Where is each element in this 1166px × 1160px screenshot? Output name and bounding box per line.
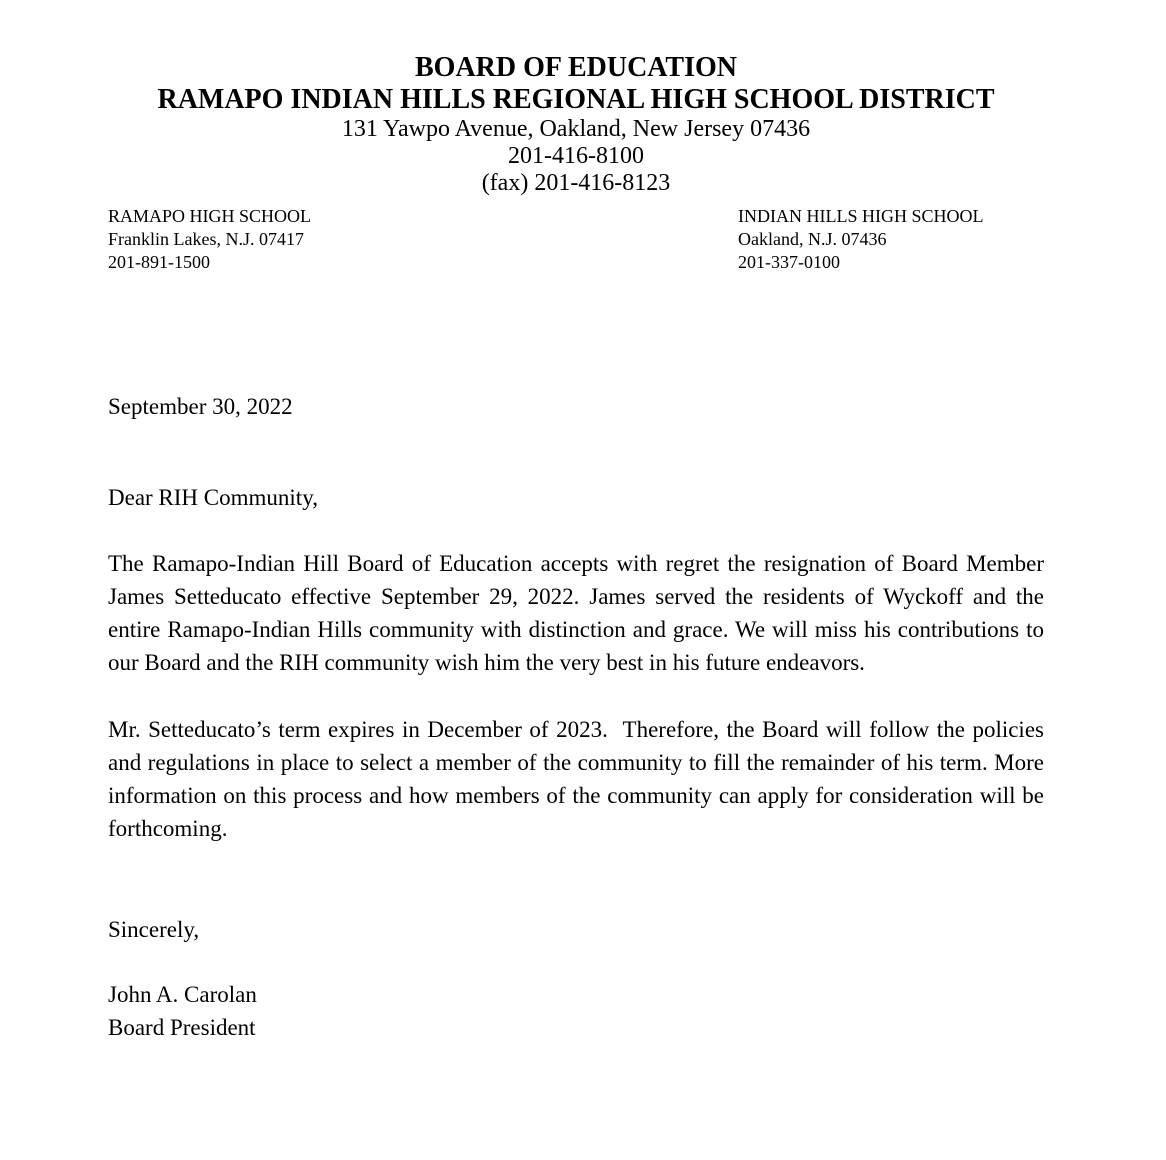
letter-date: September 30, 2022	[108, 394, 293, 419]
ramapo-school-name: RAMAPO HIGH SCHOOL	[108, 206, 312, 226]
closing: Sincerely,	[108, 917, 200, 942]
org-name-line2: RAMAPO INDIAN HILLS REGIONAL HIGH SCHOOL DISTRICT	[157, 84, 995, 115]
org-phone: 201-416-8100	[508, 143, 644, 169]
salutation: Dear RIH Community,	[108, 485, 318, 510]
letter-content	[108, 0, 1044, 1044]
signature-title: Board President	[108, 1015, 256, 1040]
letterhead	[108, 0, 1044, 197]
indian-hills-school-block	[738, 205, 1044, 274]
ramapo-school-phone: 201-891-1500	[108, 252, 210, 272]
body-paragraph-2: Mr. Setteducato’s term expires in December of 2023. Therefore, the Board will follow the policies and regulations in place to select a member of the community to fill the remainder of his term. More information on this process and how members of the community can apply for consideration will be forthcoming.	[108, 717, 1044, 841]
schools-row	[108, 205, 1044, 274]
body-paragraph-1: The Ramapo-Indian Hill Board of Education accepts with regret the resignation of Board Member James Setteducato effective September 29, 2022. James served the residents of Wyckoff and the entire Ramapo-Indian Hills community with distinction and grace. We will miss his contributions to our Board and the RIH community wish him the very best in his future endeavors.	[108, 551, 1044, 675]
indian-hills-school-phone: 201-337-0100	[738, 252, 840, 272]
org-fax: (fax) 201-416-8123	[481, 170, 671, 196]
signature-name: John A. Carolan	[108, 982, 257, 1007]
signature-block	[108, 978, 1044, 1044]
ramapo-school-location: Franklin Lakes, N.J. 07417	[108, 229, 304, 249]
org-name-line1: BOARD OF EDUCATION	[414, 52, 737, 83]
indian-hills-school-location: Oakland, N.J. 07436	[738, 229, 887, 249]
indian-hills-school-name: INDIAN HILLS HIGH SCHOOL	[738, 206, 984, 226]
ramapo-school-block	[108, 205, 311, 274]
org-address: 131 Yawpo Avenue, Oakland, New Jersey 07436	[341, 116, 811, 142]
